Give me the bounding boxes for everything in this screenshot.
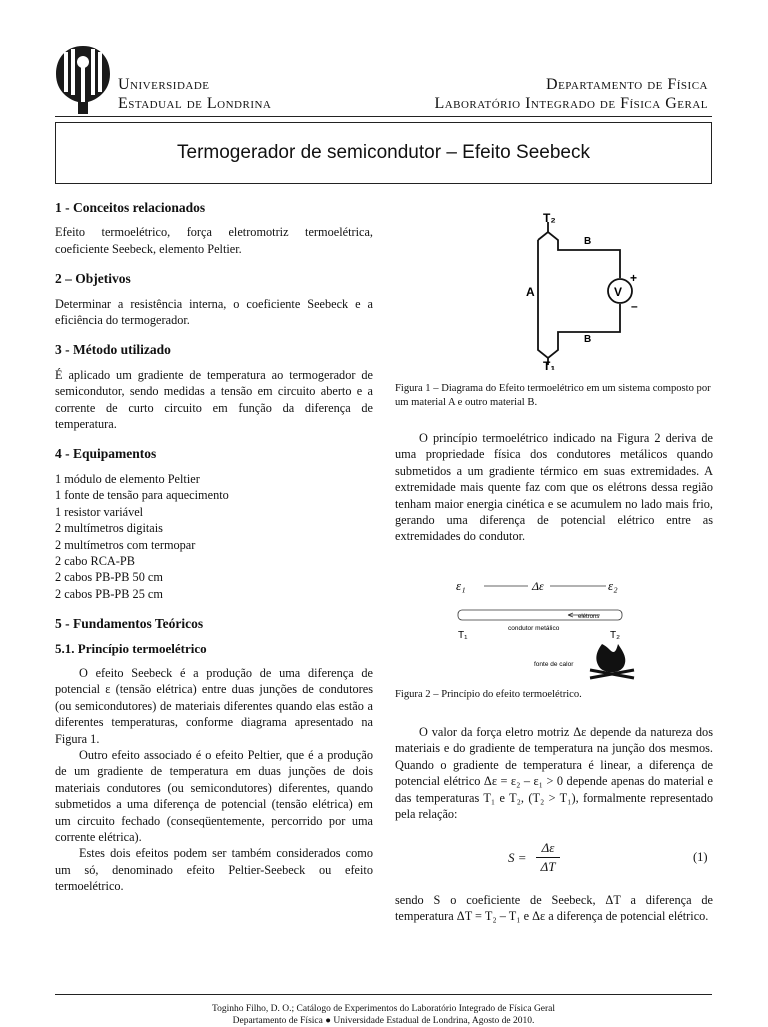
section-4-title: 4 - Equipamentos	[55, 446, 157, 462]
label-eletrons: elétrons	[578, 614, 600, 620]
title-box	[55, 122, 712, 184]
section-2-text: Determinar a resistência interna, o coeficiente Seebeck e a eficiência do termogerador.	[55, 296, 373, 328]
list-item: 2 cabo RCA-PB	[55, 553, 135, 568]
voltmeter-v: V	[614, 285, 623, 299]
left-column	[55, 200, 373, 895]
paragraph-peltier: Outro efeito associado é o efeito Peltier, que é a produção de um gradiente de temperatura em duas junções de dois materiais condutores (ou semicondutores) diferentes, quando submetidos a uma diferença de potencial (tensão elétrica) em um circuito fechado (conseqüentemente, percorrido por uma corrente elétrica).	[55, 747, 373, 844]
label-delta-e: Δε	[532, 579, 544, 593]
page-title: Termogerador de semicondutor – Efeito Seebeck	[177, 142, 590, 163]
label-b-bottom: B	[584, 334, 592, 345]
equation-lhs: S =	[508, 850, 527, 865]
equation-number: (1)	[693, 850, 708, 864]
paragraph-seebeck: O efeito Seebeck é a produção de uma diferença de potencial ε (tensão elétrica) entre duas junções de condutores (ou semicondutores) de materiais diferentes quando elas estão a diferentes temperaturas, conforme diagrama apresentado na Figura 1.	[55, 665, 373, 746]
list-item: 1 resistor variável	[55, 504, 144, 519]
footer-line-2: Departamento de Física ● Universidade Estadual de Londrina, Agosto de 2010.	[232, 1016, 535, 1026]
university-name-line2: Estadual de Londrina	[118, 95, 272, 112]
section-1-text: Efeito termoelétrico, força eletromotriz termoelétrica, coeficiente Seebeck, elemento Peltier.	[55, 225, 373, 256]
section-5-1-title: 5.1. Princípio termoelétrico	[55, 640, 207, 656]
university-logo	[52, 44, 114, 116]
fire-icon	[590, 644, 634, 678]
minus-sign: –	[631, 299, 638, 313]
label-t1: T₁	[543, 359, 556, 370]
figure-1-caption: Figura 1 – Diagrama do Efeito termoelétrico em um sistema composto por um material A e outro material B.	[395, 383, 711, 408]
label-a: A	[526, 285, 535, 299]
figure-2-diagram	[450, 574, 640, 680]
section-5-title: 5 - Fundamentos Teóricos	[55, 616, 204, 632]
label-t2: T₂	[543, 211, 556, 225]
label-e1: ε₁	[456, 578, 466, 593]
laboratory-name: Laboratório Integrado de Física Geral	[434, 95, 708, 112]
equipment-list	[55, 471, 373, 602]
list-item: 1 fonte de tensão para aquecimento	[55, 488, 229, 503]
label-t1-fig2: T₁	[458, 630, 468, 641]
department-name: Departamento de Física	[546, 76, 708, 93]
fraction-bar	[536, 857, 560, 858]
section-3-title: 3 - Método utilizado	[55, 342, 171, 358]
figure-2-caption: Figura 2 – Princípio do efeito termoelétrico.	[395, 689, 582, 700]
footer-divider	[55, 994, 712, 995]
footer-line-1: Toginho Filho, D. O.; Catálogo de Experimentos do Laboratório Integrado de Física Geral	[211, 1004, 556, 1014]
paragraph-peltier-seebeck: Estes dois efeitos podem ser também considerados como um só, denominado efeito Peltier-Seebeck ou efeito termoelétrico.	[55, 846, 373, 894]
label-e2: ε₂	[608, 578, 618, 593]
section-3-text: É aplicado um gradiente de temperatura ao termogerador de semicondutor, sendo medidas a tensão em circuito aberto e a corrente de curto circuito em função da diferença de temperatura.	[55, 367, 373, 432]
list-item: 2 multímetros com termopar	[55, 537, 196, 552]
paragraph-emf: O valor da força eletro motriz Δε depende da natureza dos materiais e do gradiente de temperatura na junção dos mesmos. Quando o gradiente de temperatura é linear, a diferença de potencial elétrico Δε = ε₂ – ε₁ > 0 depende apenas do material e das temperaturas T₁ e T₂, (T₂ > T₁), formalmente representado pela relação:	[395, 725, 713, 822]
list-item: 2 cabos PB-PB 25 cm	[55, 586, 163, 601]
label-condutor: condutor metálico	[508, 625, 560, 632]
header-divider	[55, 116, 712, 117]
section-1-title: 1 - Conceitos relacionados	[55, 200, 206, 215]
label-fonte: fonte de calor	[534, 661, 574, 668]
university-name-line1: Universidade	[118, 76, 210, 93]
equation-numerator: Δε	[541, 840, 555, 855]
equation-denominator: ΔT	[540, 859, 556, 874]
figure-1-diagram	[500, 210, 640, 370]
list-item: 1 módulo de elemento Peltier	[55, 471, 200, 486]
list-item: 2 cabos PB-PB 50 cm	[55, 570, 163, 585]
section-2-title: 2 – Objetivos	[55, 271, 131, 287]
list-item: 2 multímetros digitais	[55, 521, 163, 536]
plus-sign: +	[630, 271, 638, 285]
label-t2-fig2: T₂	[610, 630, 620, 641]
label-b-top: B	[584, 236, 592, 247]
paragraph-principle: O princípio termoelétrico indicado na Figura 2 deriva de uma propriedade física dos condutores metálicos quando submetidos a um gradiente térmico em suas extremidades. A extremidade mais quente faz com que os elétrons dessa região tenham maior energia cinética e se acumulem no lado mais frio, gerando uma diferença de potencial elétrico entre as extremidades do condutor.	[395, 431, 713, 544]
paragraph-seebeck-coefficient: sendo S o coeficiente de Seebeck, ΔT a diferença de temperatura ΔT = T₂ – T₁ e Δε a diferença de potencial elétrico.	[395, 893, 713, 924]
